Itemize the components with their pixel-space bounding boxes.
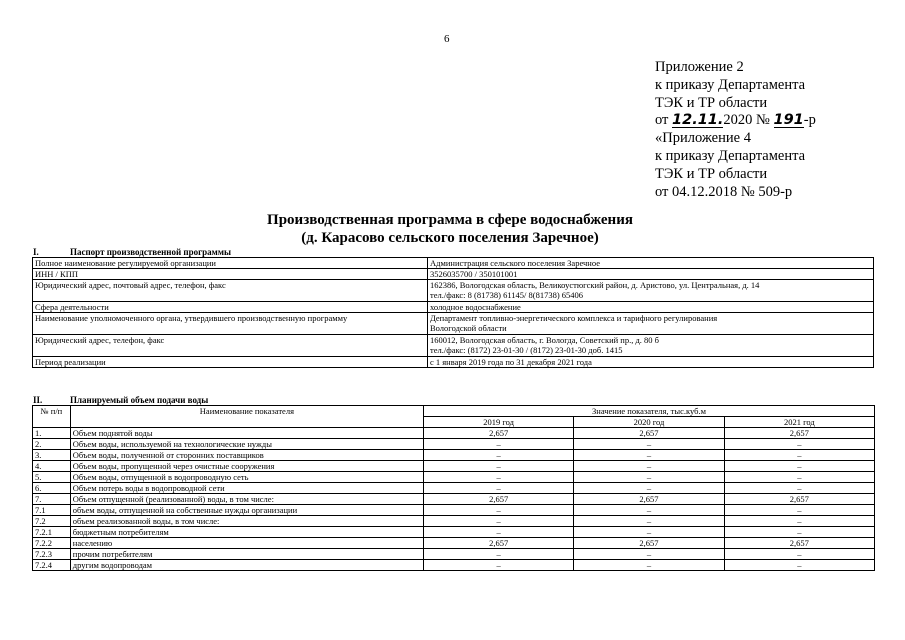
passport-label: Юридический адрес, почтовый адрес, телефон, факс: [33, 280, 428, 302]
row-value: 2,657: [423, 538, 573, 549]
row-value: –: [724, 461, 874, 472]
table-row: [33, 313, 874, 335]
row-value: –: [423, 450, 573, 461]
row-num: 2.: [33, 439, 71, 450]
row-value: –: [574, 472, 724, 483]
row-value: –: [423, 483, 573, 494]
passport-value: Администрация сельского поселения Заречное: [428, 258, 874, 269]
header-num: № п/п: [33, 406, 71, 428]
handwritten-order-number: 191: [773, 112, 804, 129]
row-value: 2,657: [724, 538, 874, 549]
row-num: 6.: [33, 483, 71, 494]
section-title: Паспорт производственной программы: [70, 247, 231, 257]
header-year: 2021 год: [724, 417, 874, 428]
passport-label: Период реализации: [33, 357, 428, 368]
row-value: –: [423, 527, 573, 538]
row-name: объем реализованной воды, в том числе:: [70, 516, 423, 527]
row-num: 7.1: [33, 505, 71, 516]
header-value-group: Значение показателя, тыс.куб.м: [423, 406, 874, 417]
row-num: 7.: [33, 494, 71, 505]
table-row: [33, 428, 875, 439]
passport-value: с 1 января 2019 года по 31 декабря 2021 года: [428, 357, 874, 368]
row-value: –: [423, 461, 573, 472]
row-value: –: [574, 549, 724, 560]
row-value: –: [724, 516, 874, 527]
row-value: 2,657: [423, 428, 573, 439]
row-name: объем воды, отпущенной на собственные нужды организации: [70, 505, 423, 516]
row-name: Объем потерь воды в водопроводной сети: [70, 483, 423, 494]
row-value: –: [423, 505, 573, 516]
title-line-1: Производственная программа в сфере водоснабжения: [267, 212, 633, 228]
passport-value: 3526035700 / 350101001: [428, 269, 874, 280]
table-row: [33, 461, 875, 472]
row-value: –: [423, 472, 573, 483]
row-value: –: [574, 461, 724, 472]
appendix-line: к приказу Департамента: [655, 76, 806, 93]
passport-label: ИНН / КПП: [33, 269, 428, 280]
row-value: –: [423, 516, 573, 527]
table-header-row: [33, 406, 875, 417]
row-value: –: [574, 483, 724, 494]
row-num: 7.2.2: [33, 538, 71, 549]
section-title: Планируемый объем подачи воды: [70, 395, 209, 405]
appendix-line: Приложение 2: [655, 59, 744, 75]
row-value: –: [724, 560, 874, 571]
table-row: [33, 450, 875, 461]
row-value: 2,657: [574, 494, 724, 505]
row-value: –: [574, 450, 724, 461]
document-title: [120, 211, 780, 247]
row-num: 1.: [33, 428, 71, 439]
handwritten-date: 12.11.: [672, 112, 724, 129]
passport-label: Юридический адрес, телефон, факс: [33, 335, 428, 357]
row-num: 7.2.3: [33, 549, 71, 560]
appendix-line: от 04.12.2018 № 509-р: [655, 183, 793, 200]
date-year: 2020 №: [723, 112, 770, 129]
table-row: [33, 302, 874, 313]
appendix-line: к приказу Департамента: [655, 147, 806, 164]
passport-value: 160012, Вологодская область, г. Вологда, Советский пр., д. 80 б тел./факс: (8172) 23-01-30 / (8172) 23-01-30 доб. 1415: [428, 335, 874, 357]
row-name: другим водопроводам: [70, 560, 423, 571]
section-1-heading: [33, 247, 231, 257]
passport-label: Полное наименование регулируемой организации: [33, 258, 428, 269]
table-row: [33, 335, 874, 357]
row-value: 2,657: [574, 428, 724, 439]
row-value: –: [724, 527, 874, 538]
row-name: населению: [70, 538, 423, 549]
passport-label: Сфера деятельности: [33, 302, 428, 313]
table-row: [33, 439, 875, 450]
row-value: –: [724, 549, 874, 560]
table-row: [33, 258, 874, 269]
page-number: 6: [444, 33, 450, 45]
appendix-line: ТЭК и ТР области: [655, 94, 768, 111]
table-row: [33, 357, 874, 368]
appendix-date-line: [655, 112, 816, 130]
row-name: Объем воды, полученной от сторонних поставщиков: [70, 450, 423, 461]
table-row: [33, 280, 874, 302]
row-value: 2,657: [574, 538, 724, 549]
row-value: 2,657: [724, 494, 874, 505]
row-value: –: [724, 483, 874, 494]
row-num: 7.2.1: [33, 527, 71, 538]
row-value: 2,657: [724, 428, 874, 439]
row-name: Объем воды, пропущенной через очистные сооружения: [70, 461, 423, 472]
row-name: Объем воды, используемой на технологические нужды: [70, 439, 423, 450]
header-name: Наименование показателя: [70, 406, 423, 428]
appendix-line: ТЭК и ТР области: [655, 165, 768, 182]
section-2-heading: [33, 395, 208, 405]
table-row: [33, 269, 874, 280]
row-name: бюджетным потребителям: [70, 527, 423, 538]
row-value: –: [724, 505, 874, 516]
row-num: 5.: [33, 472, 71, 483]
row-value: –: [724, 439, 874, 450]
passport-value: Департамент топливно-энергетического комплекса и тарифного регулирования Вологодской области: [428, 313, 874, 335]
appendix-block: [655, 59, 816, 201]
row-num: 7.2: [33, 516, 71, 527]
header-year: 2019 год: [423, 417, 573, 428]
title-line-2: (д. Карасово сельского поселения Заречное): [301, 230, 599, 246]
row-value: –: [724, 472, 874, 483]
row-value: –: [574, 560, 724, 571]
row-num: 4.: [33, 461, 71, 472]
table-row: [33, 516, 875, 527]
table-row: [33, 472, 875, 483]
row-value: –: [423, 549, 573, 560]
passport-value: холодное водоснабжение: [428, 302, 874, 313]
table-row: [33, 483, 875, 494]
passport-label: Наименование уполномоченного органа, утвердившего производственную программу: [33, 313, 428, 335]
table-row: [33, 494, 875, 505]
row-value: –: [574, 516, 724, 527]
row-value: –: [574, 439, 724, 450]
water-volume-table: [32, 405, 875, 571]
row-num: 7.2.4: [33, 560, 71, 571]
table-row: [33, 538, 875, 549]
row-name: прочим потребителям: [70, 549, 423, 560]
date-prefix: от: [655, 112, 669, 129]
appendix-line: «Приложение 4: [655, 130, 751, 147]
order-suffix: -р: [803, 112, 816, 129]
table-row: [33, 549, 875, 560]
row-name: Объем поднятой воды: [70, 428, 423, 439]
row-value: –: [724, 450, 874, 461]
table-row: [33, 560, 875, 571]
row-value: –: [423, 560, 573, 571]
table-row: [33, 505, 875, 516]
section-number: II.: [33, 395, 43, 405]
row-value: –: [423, 439, 573, 450]
row-name: Объем отпущенной (реализованной) воды, в том числе:: [70, 494, 423, 505]
row-name: Объем воды, отпущенной в водопроводную сеть: [70, 472, 423, 483]
header-year: 2020 год: [574, 417, 724, 428]
section-number: I.: [33, 247, 39, 257]
passport-value: 162386, Вологодская область, Великоустюгский район, д. Аристово, ул. Центральная, д. 14 тел./факс: 8 (81738) 61145/ 8(81738) 65406: [428, 280, 874, 302]
row-value: –: [574, 505, 724, 516]
row-num: 3.: [33, 450, 71, 461]
row-value: –: [574, 527, 724, 538]
passport-table: [32, 257, 874, 368]
row-value: 2,657: [423, 494, 573, 505]
table-row: [33, 527, 875, 538]
